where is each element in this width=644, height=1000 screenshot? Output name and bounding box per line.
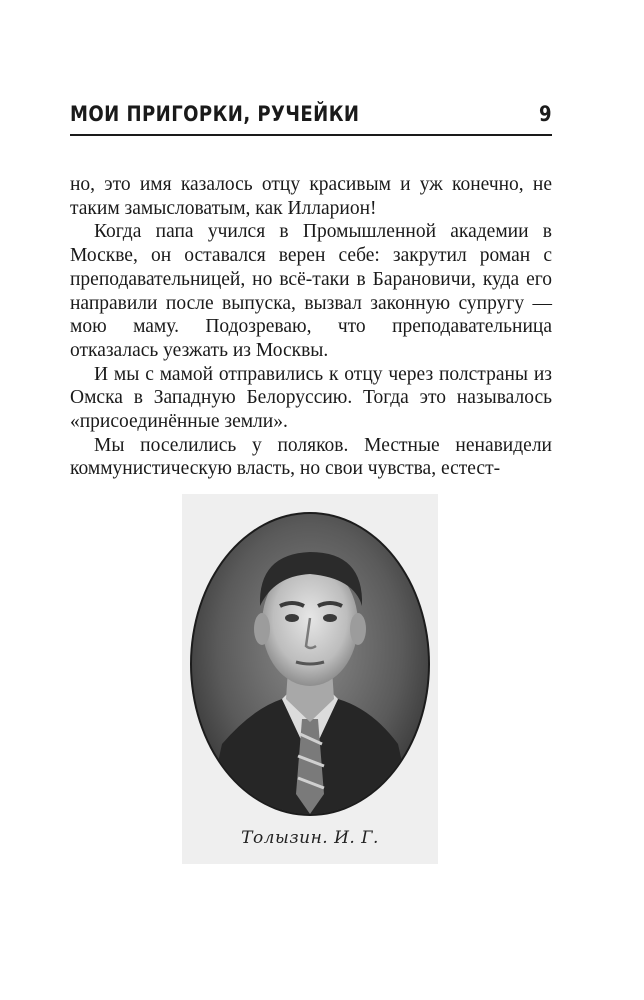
paragraph: но, это имя казалось отцу красивым и уж конечно, не таким замысловатым, как Илларион! bbox=[70, 174, 552, 219]
body-text bbox=[70, 173, 552, 481]
running-header bbox=[70, 100, 552, 136]
paragraph: И мы с мамой отправились к отцу через полстраны из Омска в Западную Белоруссию. Тогда это называлось «присоединённые земли». bbox=[70, 363, 552, 433]
paragraph: Когда папа учился в Промышленной академии в Москве, он оставался верен себе: закрутил роман с преподавательницей, но всё-таки в Барановичи, куда его направили после выпуска, вызвал законную супругу — мою маму. Подозреваю, что преподавательница отказалась уезжать из Москвы. bbox=[70, 221, 552, 361]
photo-signature: Толызин. И. Г. bbox=[241, 828, 379, 848]
paragraph: Мы поселились у поляков. Местные ненавидели коммунистическую власть, но свои чувства, естест- bbox=[70, 434, 552, 480]
portrait-image bbox=[182, 494, 438, 834]
portrait-photo bbox=[182, 494, 438, 864]
page-number: 9 bbox=[539, 102, 552, 126]
running-title: МОИ ПРИГОРКИ, РУЧЕЙКИ bbox=[70, 102, 360, 126]
